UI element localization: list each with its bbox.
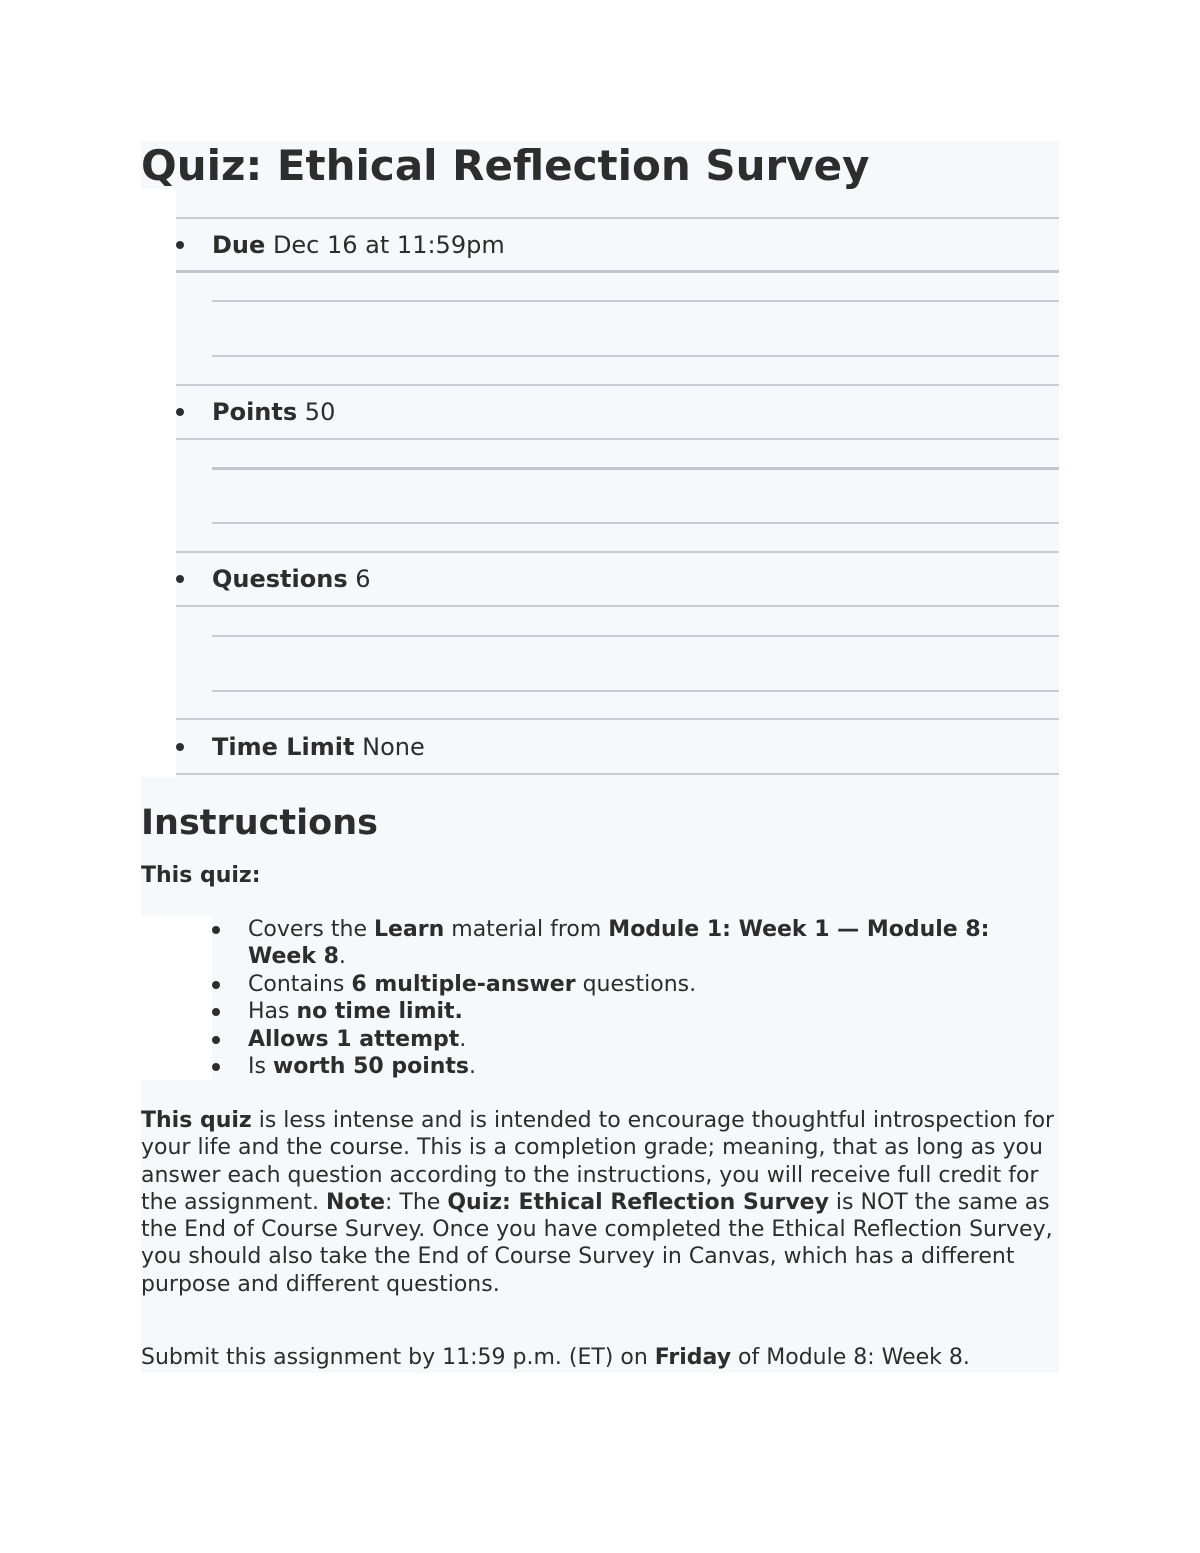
divider — [212, 522, 1059, 524]
divider — [212, 690, 1059, 692]
bullet-icon — [176, 408, 184, 416]
divider — [212, 635, 1059, 637]
list-gutter-mask — [141, 916, 212, 1080]
submit-instruction: Submit this assignment by 11:59 p.m. (ET) on Friday of Module 8: Week 8. — [141, 1345, 970, 1370]
divider — [212, 300, 1059, 302]
list-item: Is worth 50 points. — [212, 1053, 1058, 1080]
bullet-icon — [212, 926, 220, 934]
list-item: Has no time limit. — [212, 998, 1058, 1025]
divider — [212, 467, 1059, 470]
time-limit-label: Time Limit — [212, 733, 355, 761]
instructions-list — [212, 916, 1058, 1080]
divider — [176, 773, 1059, 775]
questions-label: Questions — [212, 565, 348, 593]
time-limit-item — [176, 721, 1058, 773]
points-item — [176, 386, 1058, 438]
due-value: Dec 16 at 11:59pm — [272, 231, 505, 259]
divider — [176, 438, 1059, 440]
divider — [176, 605, 1059, 607]
bullet-icon — [176, 743, 184, 751]
bullet-icon — [212, 1063, 220, 1071]
list-item: Allows 1 attempt. — [212, 1026, 1058, 1053]
bullet-icon — [212, 1008, 220, 1016]
list-item: Contains 6 multiple-answer questions. — [212, 971, 1058, 998]
bullet-icon — [212, 1036, 220, 1044]
list-item: Covers the Learn material from Module 1: Week 1 — Module 8: Week 8. — [212, 916, 1058, 971]
due-label: Due — [212, 231, 266, 259]
description-paragraph: This quiz is less intense and is intended to encourage thoughtful introspection for your life and the course. This is a completion grade; meaning, that as long as you answer each question according to the instructions, you will receive full credit for the assignment. Note: The Quiz: Ethical Reflection Survey is NOT the same as the End of Course Survey. Once you have completed the Ethical Reflection Survey, you should also take the End of Course Survey in Canvas, which has a different purpose and different questions. — [141, 1108, 1055, 1297]
instructions-intro: This quiz: — [141, 863, 261, 888]
divider — [212, 355, 1059, 357]
questions-item — [176, 553, 1058, 605]
points-label: Points — [212, 398, 298, 426]
due-date-item — [176, 219, 1058, 271]
page-title: Quiz: Ethical Reflection Survey — [141, 141, 870, 190]
details-background — [176, 189, 1059, 777]
bullet-icon — [176, 575, 184, 583]
bullet-icon — [212, 981, 220, 989]
bullet-icon — [176, 241, 184, 249]
questions-value: 6 — [355, 565, 371, 593]
instructions-heading: Instructions — [141, 803, 378, 843]
divider — [176, 718, 1059, 720]
points-value: 50 — [304, 398, 336, 426]
time-limit-value: None — [362, 733, 425, 761]
